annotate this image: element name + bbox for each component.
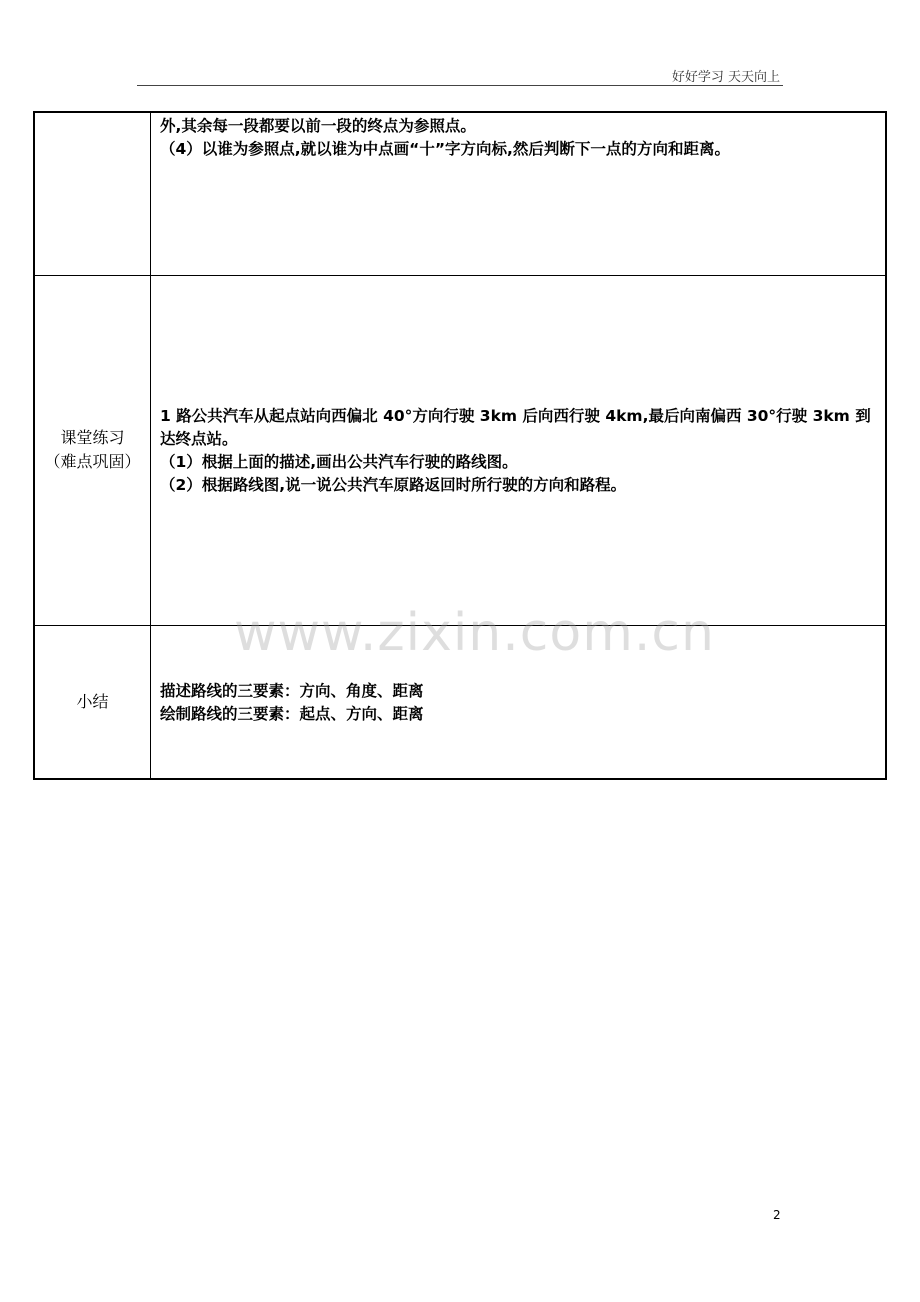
- row-label-empty: [34, 112, 151, 275]
- content-line: （2）根据路线图,说一说公共汽车原路返回时所行驶的方向和路程。: [160, 476, 627, 494]
- table-row: [34, 625, 886, 779]
- content-line: 外,其余每一段都要以前一段的终点为参照点。: [160, 117, 476, 135]
- row-label-summary: 小结: [34, 625, 151, 779]
- row-content-practice: [151, 275, 887, 625]
- table-row: [34, 112, 886, 275]
- content-line: （1）根据上面的描述,画出公共汽车行驶的路线图。: [160, 453, 518, 471]
- content-line: （4）以谁为参照点,就以谁为中点画“十”字方向标,然后判断下一点的方向和距离。: [160, 140, 730, 158]
- lesson-table: [33, 111, 887, 780]
- watermark: www.zixin.com.cn: [234, 603, 715, 663]
- header-motto: 好好学习 天天向上: [671, 70, 780, 85]
- row-label-practice: [34, 275, 151, 625]
- label-line: （难点巩固）: [44, 452, 141, 471]
- content-line: 描述路线的三要素：方向、角度、距离: [160, 681, 424, 700]
- table-row: [34, 275, 886, 625]
- header-divider: [137, 85, 783, 86]
- row-content-summary: [151, 625, 887, 779]
- label-line: 课堂练习: [60, 428, 125, 447]
- page-number: 2: [773, 1208, 781, 1222]
- row-content-method: [151, 112, 887, 275]
- content-line: 1 路公共汽车从起点站向西偏北 40°方向行驶 3km 后向西行驶 4km,最后向南偏西 30°行驶 3km 到达终点站。: [160, 407, 871, 448]
- content-line: 绘制路线的三要素：起点、方向、距离: [160, 704, 424, 723]
